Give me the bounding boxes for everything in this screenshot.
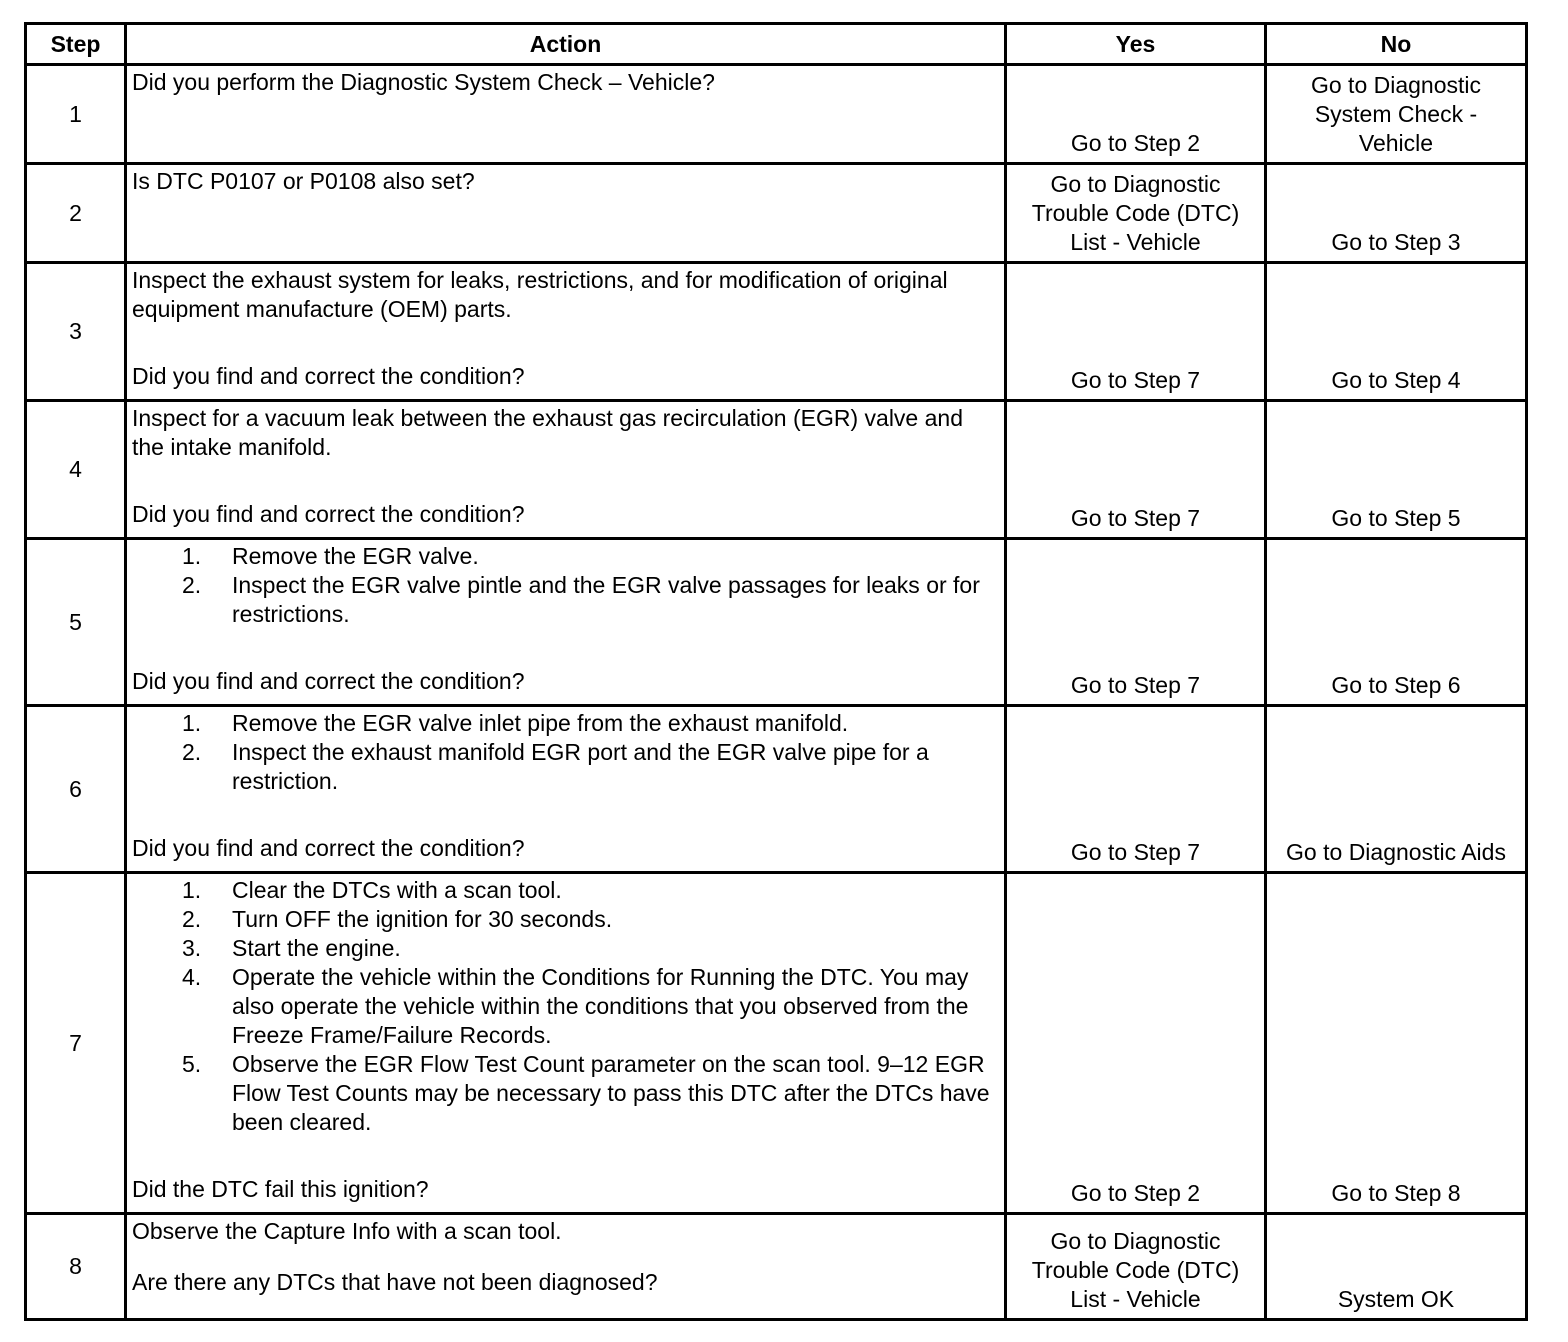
- list-item-number: 1.: [182, 543, 202, 569]
- header-no: No: [1266, 24, 1527, 65]
- yes-cell: [1006, 706, 1266, 873]
- list-item-text: Remove the EGR valve inlet pipe from the exhaust manifold.: [232, 710, 849, 736]
- table-row: [26, 263, 1527, 401]
- list-item-text: Start the engine.: [232, 935, 401, 961]
- action-cell: [126, 401, 1006, 539]
- list-item-text: Inspect the EGR valve pintle and the EGR valve passages for leaks or for restrictions.: [232, 572, 980, 627]
- list-item: [132, 738, 998, 796]
- header-action: Action: [126, 24, 1006, 65]
- no-cell: [1266, 539, 1527, 706]
- yes-result: Go to Step 2: [1070, 130, 1201, 156]
- step-number: 6: [26, 706, 126, 873]
- no-cell: [1266, 65, 1527, 164]
- action-intro: Did you perform the Diagnostic System Check – Vehicle?: [132, 69, 715, 95]
- no-result: Go to Step 4: [1331, 367, 1461, 393]
- yes-cell: [1006, 65, 1266, 164]
- action-intro: Observe the Capture Info with a scan tool.: [132, 1218, 562, 1244]
- header-yes: Yes: [1006, 24, 1266, 65]
- action-question: Did you find and correct the condition?: [132, 501, 525, 527]
- no-result: Go to Step 8: [1331, 1180, 1461, 1206]
- no-cell: [1266, 1214, 1527, 1320]
- action-question: Did you find and correct the condition?: [132, 835, 525, 861]
- list-item-number: 1.: [182, 710, 202, 736]
- step-number: 4: [26, 401, 126, 539]
- list-item-text: Remove the EGR valve.: [232, 543, 479, 569]
- yes-result: Go to Diagnostic Trouble Code (DTC) List - Vehicle: [1031, 171, 1240, 255]
- no-cell: [1266, 873, 1527, 1214]
- yes-cell: [1006, 873, 1266, 1214]
- diagnostic-table: [24, 22, 1528, 1321]
- action-steps: [132, 876, 998, 1137]
- step-number: 1: [26, 65, 126, 164]
- action-cell: [126, 539, 1006, 706]
- yes-cell: [1006, 1214, 1266, 1320]
- header-row: [26, 24, 1527, 65]
- step-number: 8: [26, 1214, 126, 1320]
- action-intro: Inspect for a vacuum leak between the exhaust gas recirculation (EGR) valve and the intake manifold.: [132, 405, 963, 460]
- list-item: [132, 1050, 998, 1137]
- list-item-text: Inspect the exhaust manifold EGR port and the EGR valve pipe for a restriction.: [232, 739, 929, 794]
- list-item-number: 4.: [182, 964, 202, 990]
- yes-result: Go to Step 7: [1070, 839, 1201, 865]
- no-result: Go to Step 3: [1331, 229, 1461, 255]
- no-result: Go to Step 6: [1331, 672, 1461, 698]
- action-question: Are there any DTCs that have not been diagnosed?: [132, 1269, 658, 1295]
- list-item-text: Observe the EGR Flow Test Count parameter on the scan tool. 9–12 EGR Flow Test Counts may be necessary to pass this DTC after the DTCs have been cleared.: [232, 1051, 990, 1135]
- action-intro: Inspect the exhaust system for leaks, restrictions, and for modification of original equipment manufacture (OEM) parts.: [132, 267, 948, 322]
- yes-cell: [1006, 539, 1266, 706]
- table-row: [26, 65, 1527, 164]
- action-steps: [132, 542, 998, 629]
- no-result: Go to Diagnostic Aids: [1286, 839, 1506, 865]
- header-step: Step: [26, 24, 126, 65]
- table-row: [26, 164, 1527, 263]
- no-cell: [1266, 263, 1527, 401]
- list-item: [132, 571, 998, 629]
- list-item: [132, 905, 998, 934]
- list-item: [132, 542, 998, 571]
- yes-result: Go to Diagnostic Trouble Code (DTC) List - Vehicle: [1031, 1228, 1240, 1312]
- action-cell: [126, 263, 1006, 401]
- yes-cell: [1006, 263, 1266, 401]
- action-cell: [126, 706, 1006, 873]
- step-number: 7: [26, 873, 126, 1214]
- no-cell: [1266, 401, 1527, 539]
- list-item: [132, 963, 998, 1050]
- yes-cell: [1006, 401, 1266, 539]
- no-result: Go to Diagnostic System Check - Vehicle: [1310, 72, 1482, 156]
- action-cell: [126, 65, 1006, 164]
- step-number: 3: [26, 263, 126, 401]
- no-result: Go to Step 5: [1331, 505, 1461, 531]
- list-item-number: 3.: [182, 935, 202, 961]
- table-row: [26, 539, 1527, 706]
- list-item-text: Clear the DTCs with a scan tool.: [232, 877, 562, 903]
- yes-result: Go to Step 2: [1070, 1180, 1201, 1206]
- list-item-text: Operate the vehicle within the Conditions for Running the DTC. You may also operate the vehicle within the conditions that you observed from the Freeze Frame/Failure Records.: [232, 964, 969, 1048]
- action-question: Did you find and correct the condition?: [132, 363, 525, 389]
- table-row: [26, 401, 1527, 539]
- action-intro: Is DTC P0107 or P0108 also set?: [132, 168, 475, 194]
- yes-result: Go to Step 7: [1070, 505, 1201, 531]
- action-question: Did you find and correct the condition?: [132, 668, 525, 694]
- no-cell: [1266, 706, 1527, 873]
- table-row: [26, 1214, 1527, 1320]
- list-item: [132, 709, 998, 738]
- no-result: System OK: [1337, 1286, 1455, 1312]
- step-number: 5: [26, 539, 126, 706]
- table-row: [26, 873, 1527, 1214]
- yes-result: Go to Step 7: [1070, 672, 1201, 698]
- list-item-number: 5.: [182, 1051, 202, 1077]
- list-item-number: 1.: [182, 877, 202, 903]
- no-cell: [1266, 164, 1527, 263]
- table-row: [26, 706, 1527, 873]
- step-number: 2: [26, 164, 126, 263]
- action-cell: [126, 1214, 1006, 1320]
- yes-result: Go to Step 7: [1070, 367, 1201, 393]
- action-cell: [126, 164, 1006, 263]
- action-steps: [132, 709, 998, 796]
- list-item: [132, 876, 998, 905]
- action-question: Did the DTC fail this ignition?: [132, 1176, 429, 1202]
- yes-cell: [1006, 164, 1266, 263]
- list-item-number: 2.: [182, 906, 202, 932]
- list-item-text: Turn OFF the ignition for 30 seconds.: [232, 906, 613, 932]
- list-item: [132, 934, 998, 963]
- action-cell: [126, 873, 1006, 1214]
- list-item-number: 2.: [182, 739, 202, 765]
- list-item-number: 2.: [182, 572, 202, 598]
